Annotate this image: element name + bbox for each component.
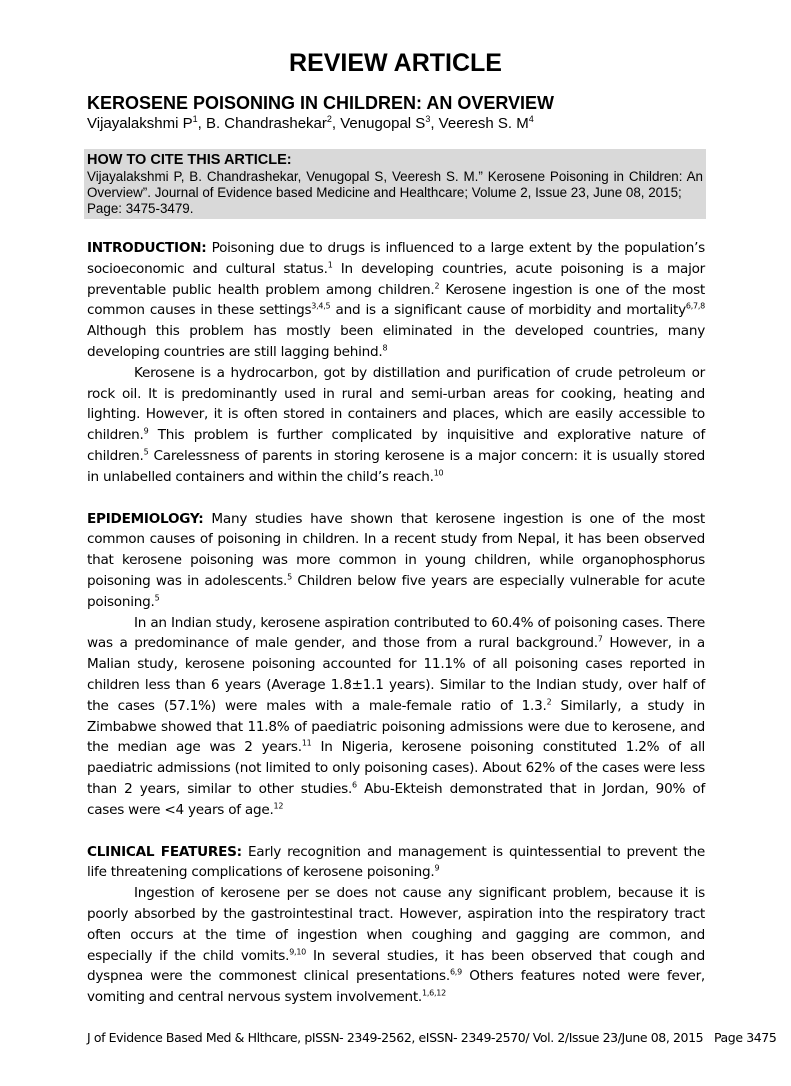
reference-citation: 11	[301, 738, 312, 748]
footer-journal-info: J of Evidence Based Med & Hlthcare, pISSN- 2349-2562, eISSN- 2349-2570/ Vol. 2/Issue 23/June 08, 2015	[87, 1029, 704, 1045]
author-name: Vijayalakshmi P	[87, 115, 193, 132]
body-paragraph	[87, 509, 705, 613]
reference-citation: 5	[287, 572, 292, 582]
citation-heading: HOW TO CITE THIS ARTICLE:	[87, 152, 292, 168]
paragraph-text: In developing countries, acute poisoning is a major preventable public health problem among children.	[87, 260, 705, 298]
article-body	[87, 238, 705, 1008]
paragraph-text: Early recognition and management is quintessential to prevent the life threatening complications of kerosene poisoning.	[87, 843, 705, 881]
citation-box	[84, 149, 706, 219]
author-separator: ,	[331, 115, 341, 132]
author-list	[87, 114, 791, 133]
citation-text: Vijayalakshmi P, B. Chandrashekar, Venugopal S, Veeresh S. M.” Kerosene Poisoning in Children: An Overview”. Journal of Evidence based Medicine and Healthcare; Volume 2, Issue 23, June 08, 2015;	[87, 169, 703, 200]
reference-citation: 6,9	[449, 967, 462, 977]
author-name: Venugopal S	[340, 115, 426, 132]
reference-citation: 2	[546, 697, 552, 707]
author-name: B. Chandrashekar	[205, 115, 327, 132]
reference-citation: 12	[273, 801, 284, 811]
section-heading: EPIDEMIOLOGY:	[87, 510, 204, 527]
paragraph-text: Others features noted were fever, vomiting and central nervous system involvement.	[87, 968, 705, 1006]
paragraph-text: However, in a Malian study, kerosene poisoning accounted for 11.1% of all poisoning cases reported in children less than 6 years (Average 1.8±1.1 years). Similar to the Indian study, over half of the cases (57.1%) were males with a male-female ratio of 1.3.	[87, 635, 706, 714]
body-paragraph	[87, 238, 705, 363]
reference-citation: 5	[143, 447, 149, 457]
paragraph-text: Ingestion of kerosene per se does not cause any significant problem, because it is poorly absorbed by the gastrointestinal tract. However, aspiration into the respiratory tract often occurs at the time of ingestion when coughing and gagging are common, and especially if the child vomits.	[87, 885, 705, 964]
body-paragraph	[87, 842, 705, 884]
paragraph-text: In an Indian study, kerosene aspiration contributed to 60.4% of poisoning cases. There was a predominance of male gender, and those from a rural background.	[87, 614, 705, 652]
author-affiliation-number: 3	[425, 114, 431, 124]
reference-citation: 6	[352, 780, 357, 790]
author-affiliation-number: 1	[192, 114, 198, 124]
paragraph-text: and is a significant cause of morbidity and mortality	[330, 302, 686, 319]
article-title: KEROSENE POISONING IN CHILDREN: AN OVERVIEW	[87, 93, 555, 113]
paragraph-text: Children below five years are especially vulnerable for acute poisoning.	[87, 572, 705, 610]
paragraph-text: Carelessness of parents in storing kerosene is a major concern: it is usually stored in unlabelled containers and within the child’s reach.	[87, 447, 705, 485]
author-name: Veeresh S. M	[438, 115, 529, 132]
reference-citation: 9,10	[289, 946, 306, 956]
reference-citation: 2	[434, 281, 440, 291]
paragraph-text: Poisoning due to drugs is influenced to a large extent by the population’s socioeconomic and cultural status.	[87, 240, 705, 277]
author-separator: ,	[197, 115, 206, 132]
reference-citation: 10	[433, 468, 444, 478]
section-heading: CLINICAL FEATURES:	[87, 843, 242, 860]
paragraph-text: Kerosene ingestion is one of the most common causes in these settings	[87, 281, 705, 319]
citation-pages: Page: 3475-3479.	[87, 201, 194, 216]
paragraph-text: Similarly, a study in Zimbabwe showed that 11.8% of paediatric poisoning admissions were due to kerosene, and the median age was 2 years.	[87, 697, 705, 756]
page-footer	[87, 1029, 777, 1046]
author-affiliation-number: 4	[528, 114, 534, 124]
reference-citation: 7	[597, 634, 603, 644]
reference-citation: 1	[327, 260, 333, 270]
paragraph-text: In several studies, it has been observed that cough and dyspnea were the commonest clinical presentations.	[87, 947, 705, 985]
paragraph-text: Many studies have shown that kerosene ingestion is one of the most common causes of poisoning in children. In a recent study from Nepal, it has been observed that kerosene poisoning was more common in young children, while organophosphorus poisoning was in adolescents.	[87, 510, 705, 589]
section-heading: INTRODUCTION:	[87, 240, 207, 256]
paragraph-text: Although this problem has mostly been eliminated in the developed countries, many developing countries are still lagging behind.	[87, 323, 705, 360]
article-type-heading: REVIEW ARTICLE	[289, 49, 502, 77]
reference-citation: 6,7,8	[685, 301, 705, 311]
body-paragraph	[87, 363, 705, 488]
reference-citation: 1,6,12	[421, 988, 446, 998]
paragraph-text: In Nigeria, kerosene poisoning constituted 1.2% of all paediatric admissions (not limited to only poisoning cases). About 62% of the cases were less than 2 years, similar to other studies.	[87, 739, 705, 797]
paragraph-text: Abu-Ekteish demonstrated that in Jordan, 90% of cases were <4 years of age.	[87, 780, 705, 818]
reference-citation: 9	[143, 426, 149, 436]
reference-citation: 9	[434, 863, 440, 873]
body-paragraph	[87, 613, 705, 821]
reference-citation: 5	[154, 593, 160, 603]
footer-page-number: Page 3475	[713, 1029, 777, 1045]
author-affiliation-number: 2	[326, 114, 332, 124]
body-paragraph	[87, 883, 705, 1008]
paragraph-text: Kerosene is a hydrocarbon, got by distillation and purification of crude petroleum or rock oil. It is predominantly used in rural and semi-urban areas for cooking, heating and lighting. However, it is often stored in containers and places, which are easily accessible to children.	[87, 364, 705, 444]
paragraph-text: This problem is further complicated by inquisitive and explorative nature of children.	[87, 427, 705, 464]
author-separator: ,	[430, 115, 439, 132]
reference-citation: 8	[382, 343, 388, 353]
reference-citation: 3,4,5	[311, 301, 331, 311]
